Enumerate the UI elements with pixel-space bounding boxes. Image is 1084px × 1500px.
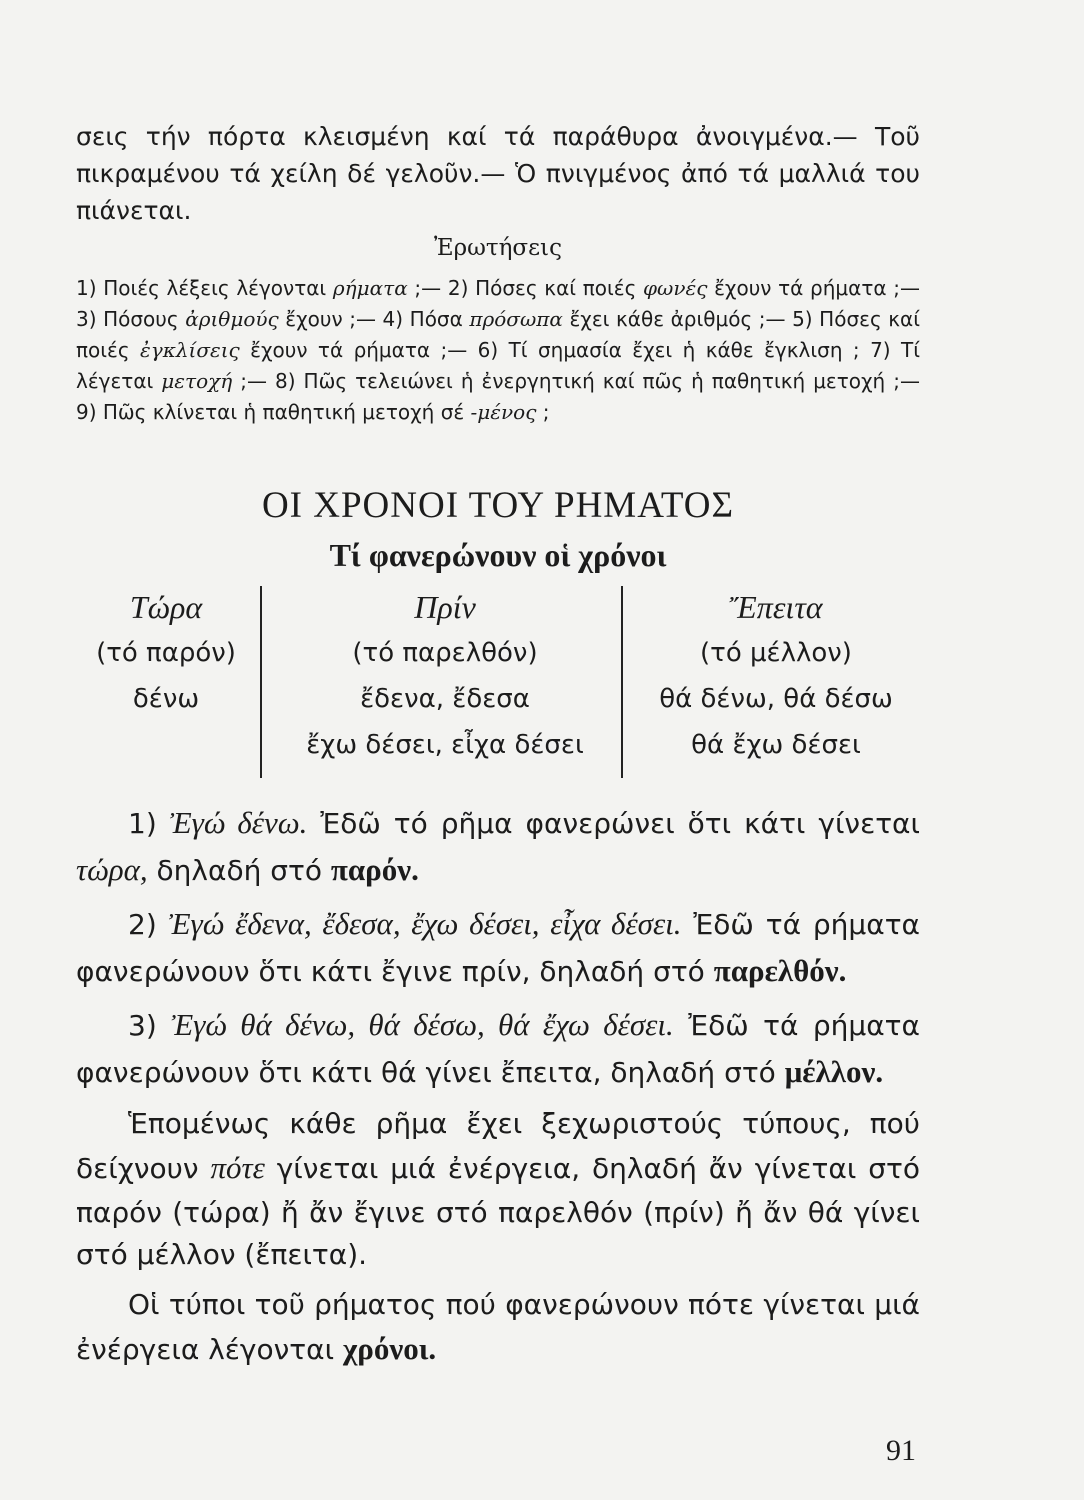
emphasis-text: πότε [210,1150,265,1185]
paragraph-text: Ἐδῶ τά ρήματα φανερώνουν ὅτι κάτι θά γίνει ἔπειτα, δηλαδή στό [76,1009,921,1089]
paragraph-text: Ἐδῶ τό ρῆμα φανερώνει ὅτι κάτι γίνεται [307,807,920,840]
q-term: φωνές [643,276,708,300]
verb-form: θά δένω, θά δέσω [659,684,893,714]
paragraph-text: γίνεται μιά ἐνέργεια, δηλαδή ἄν γίνεται στό παρόν (τώρα) ἤ ἄν ἔγινε στό παρελθόν (πρίν) ἤ ἄν θά γίνει στό μέλλον (ἔπειτα). [76,1152,920,1271]
spacer [76,893,920,901]
verb-form: θά ἔχω δέσει [691,730,861,760]
paragraph-text: δηλαδή στό [147,853,331,887]
q-text: ;— 2) Πόσες καί ποιές [407,276,643,300]
spacer [76,994,920,1002]
column-divider [260,586,262,778]
paragraph-text: Οἱ τύποι τοῦ ρήματος πού φανερώνουν πότε γίνεται μιά ἐνέργεια λέγονται [76,1287,920,1366]
section-title: ΟΙ ΧΡΟΝΟΙ ΤΟΥ ΡΗΜΑΤΟΣ [261,485,735,526]
q-text: 1) Ποιές λέξεις λέγονται [76,276,333,300]
example-paragraph-3 [76,1002,920,1095]
column-past [266,584,624,768]
section-subtitle: Τί φανερώνουν οἱ χρόνοι [329,537,667,573]
page-content [76,118,920,1372]
verb-form: ἔχω δέσει, εἶχα δέσει [306,730,584,760]
key-term: μέλλον. [784,1053,884,1089]
body-text [76,800,920,1372]
example-text: Ἐγώ θά δένω, θά δέσω, θά ἔχω δέσει. [171,1007,674,1042]
item-number: 1) [128,807,170,840]
example-paragraph-2 [76,901,920,994]
q-term: ἀριθμούς [185,307,279,331]
intro-paragraph: σεις τήν πόρτα κλεισμένη καί τά παράθυρα ἀνοιγμένα.— Τοῦ πικραμένου τά χείλη δέ γελοῦν.— Ὁ πνιγμένος ἀπό τά μαλλιά του πιάνεται. [76,122,920,225]
spacer [76,1276,920,1284]
q-text: ἔχουν ;— 4) Πόσα [278,307,470,331]
verb-form: δένω [132,684,200,714]
spacer [76,1095,920,1103]
column-label: (τό μέλλον) [700,638,852,668]
q-term: -μένος [470,400,537,424]
verb-form [76,722,256,768]
example-text: τώρα, [76,851,148,887]
column-head: Πρίν [414,589,476,625]
summary-paragraph [76,1103,920,1276]
paragraph-text: Ἐδῶ τά ρήματα φανερώνουν ὅτι κάτι ἔγινε πρίν, δηλαδή στό [76,908,921,988]
q-text: ; [536,400,550,424]
q-term: μετοχή [161,369,233,393]
column-label: (τό παρόν) [96,638,236,668]
example-text: Ἐγώ δένω. [169,805,308,840]
q-text: ἔχουν τά ρήματα ;— 6) Τί σημασία ἔχει ἡ κάθε ἔγκλιση ; 7) Τί λέγεται [76,338,920,393]
definition-paragraph [76,1284,920,1373]
questions-title: Ἐρωτήσεις [434,235,562,261]
q-text: ἔχουν τά ρήματα ;— 3) Πόσους [76,276,920,331]
example-text: Ἐγώ ἔδενα, ἔδεσα, ἔχω δέσει, εἶχα δέσει. [168,906,682,941]
q-text: ἔχει κάθε ἀριθμός ;— 5) Πόσες καί ποιές [76,307,920,362]
verb-form: ἔδενα, ἔδεσα [360,684,530,714]
item-number: 3) [128,1009,172,1042]
column-divider [621,586,623,778]
key-term: παρόν. [330,851,419,887]
column-present [76,584,256,768]
key-term: παρελθόν. [713,952,847,988]
column-head: Τώρα [129,589,203,625]
q-text: ;— 8) Πῶς τελειώνει ἡ ἐνεργητική καί πῶς ἡ παθητική μετοχή ;— 9) Πῶς κλίνεται ἡ παθητική μετοχή σέ [76,369,920,424]
key-term: χρόνοι. [342,1330,437,1366]
column-future [632,584,920,768]
example-paragraph-1 [76,800,920,893]
item-number: 2) [128,908,169,941]
column-head: Ἔπειτα [729,589,823,625]
q-term: ρήματα [332,276,408,300]
page-number: 91 [886,1434,916,1467]
questions-paragraph [76,273,920,428]
q-term: ἐγκλίσεις [140,338,240,362]
paragraph-text: Ἑπομένως κάθε ρῆμα ἔχει ξεχωριστούς τύπους, πού δείχνουν [76,1107,920,1185]
q-term: πρόσωπα [469,307,563,331]
column-label: (τό παρελθόν) [352,638,538,668]
tense-table [76,584,920,780]
